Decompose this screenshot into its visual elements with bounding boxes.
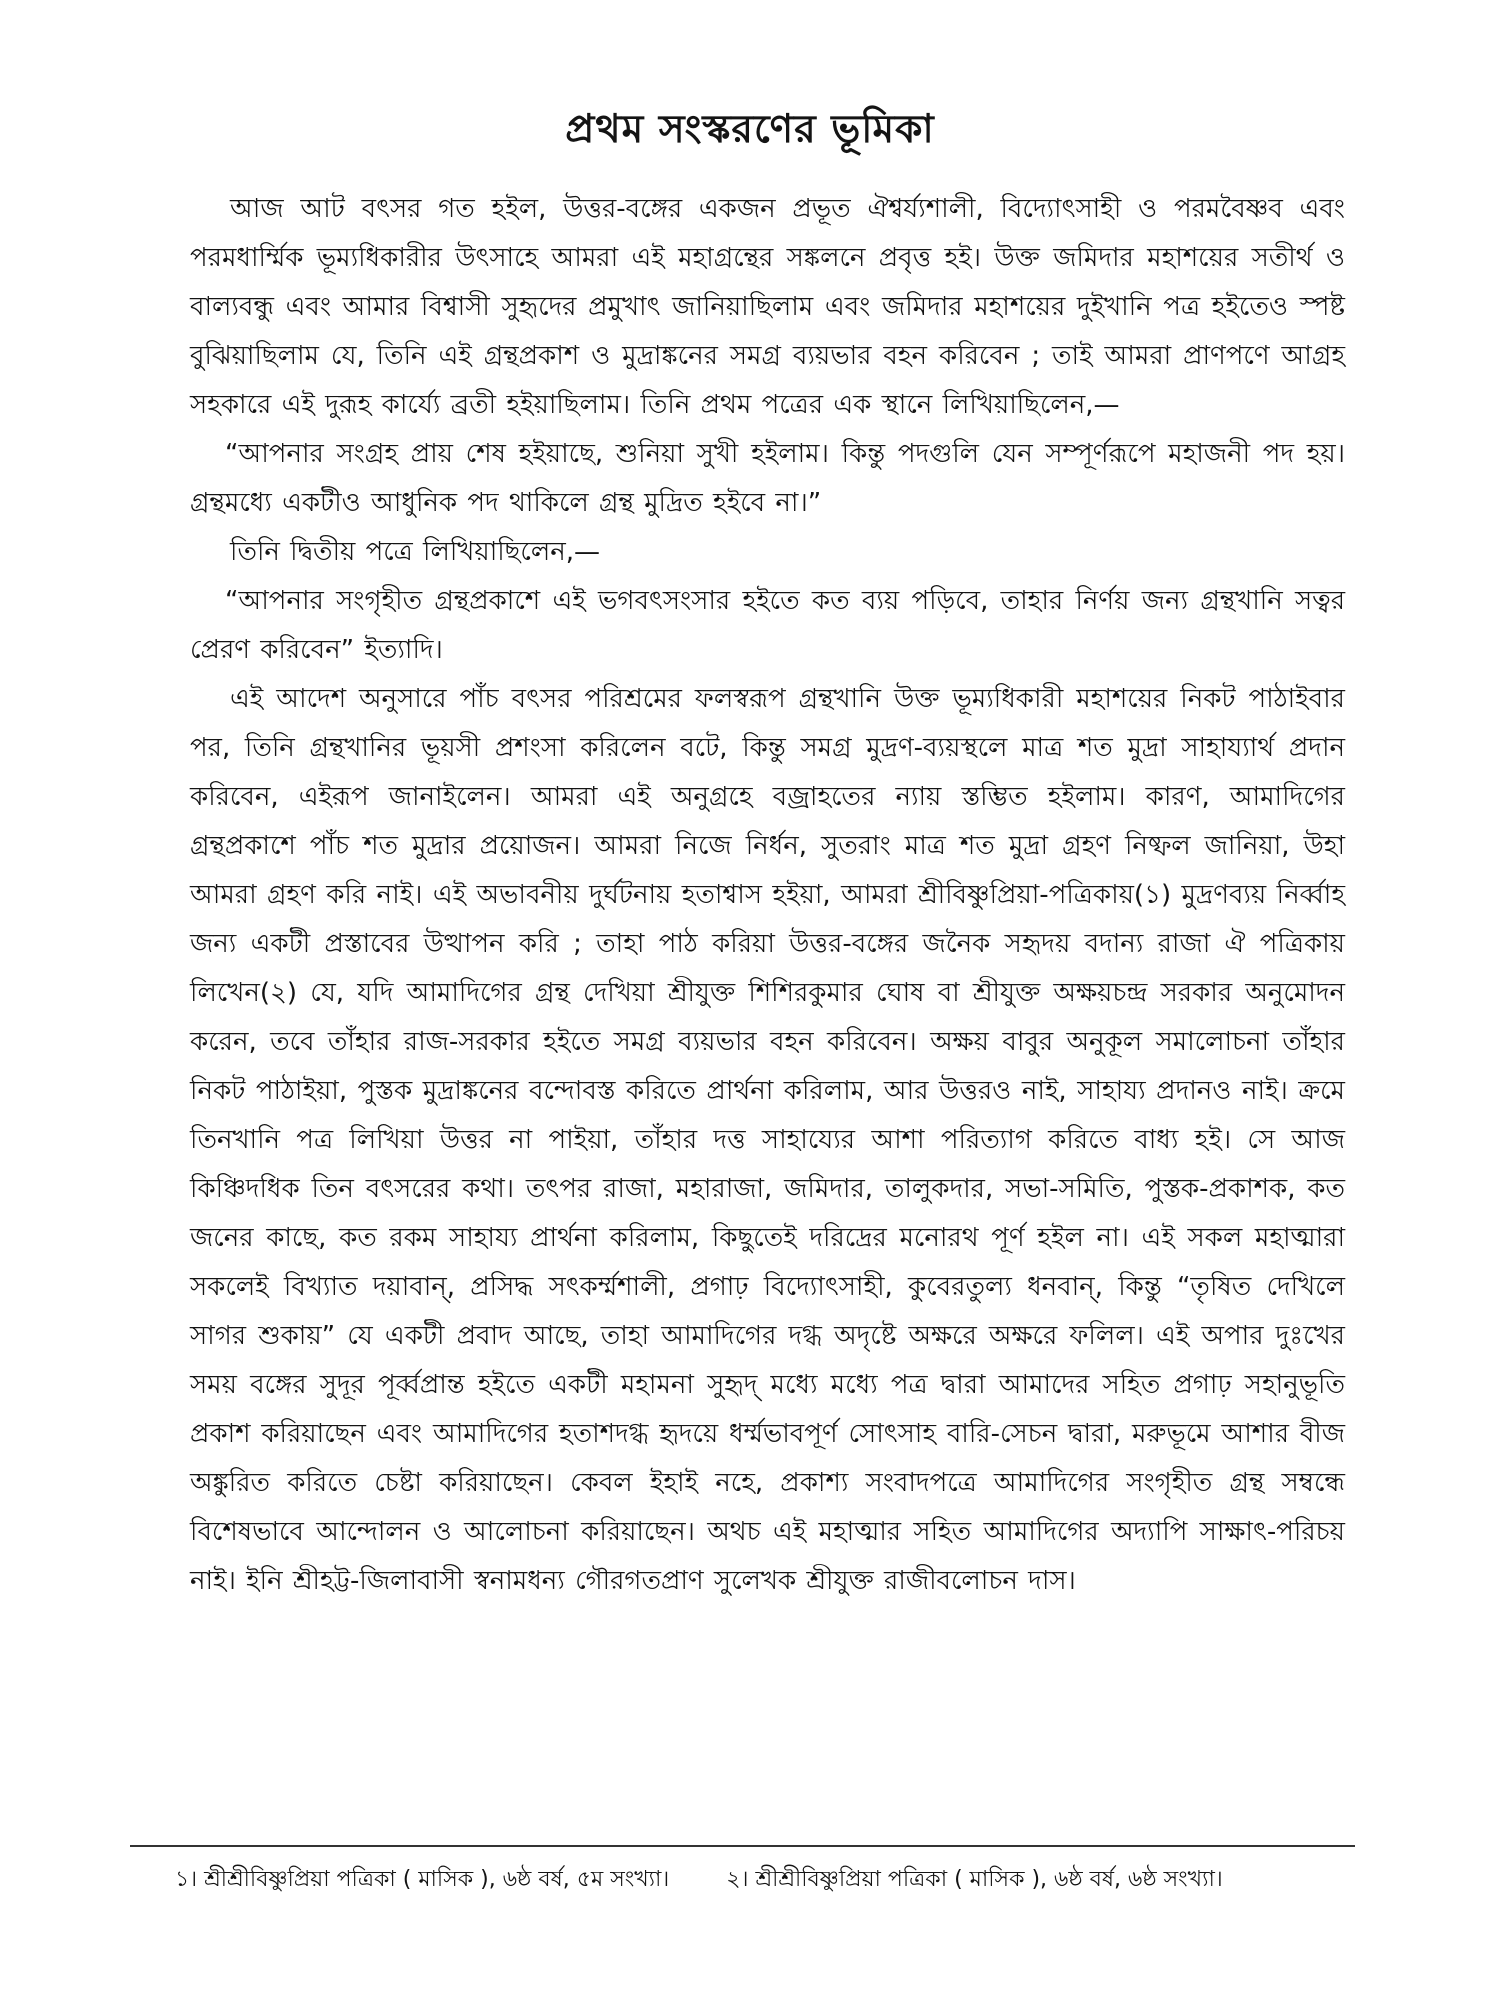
footnotes (175, 1862, 1355, 1898)
quote-first-letter: “আপনার সংগ্রহ প্রায় শেষ হইয়াছে, শুনিয়া সুখী হইলাম। কিন্তু পদগুলি যেন সম্পূর্ণরূপে মহাজনী পদ হয়। গ্রন্থমধ্যে একটীও আধুনিক পদ থাকিলে গ্রন্থ মুদ্রিত হইবে না।” (190, 439, 1345, 518)
footnote-2: ২। শ্রীশ্রীবিষ্ণুপ্রিয়া পত্রিকা ( মাসিক ), ৬ষ্ঠ বর্ষ, ৬ষ্ঠ সংখ্যা। (726, 1867, 1223, 1892)
page-title: প্রথম সংস্করণের ভূমিকা (565, 107, 935, 152)
paragraph-intro: আজ আট বৎসর গত হইল, উত্তর-বঙ্গের একজন প্রভূত ঐশ্বর্য্যশালী, বিদ্যোৎসাহী ও পরমবৈষ্ণব এবং পরমধার্ম্মিক ভূম্যধিকারীর উৎসাহে আমরা এই মহাগ্রন্থের সঙ্কলনে প্রবৃত্ত হই। উক্ত জমিদার মহাশয়ের সতীর্থ ও বাল্যবন্ধু এবং আমার বিশ্বাসী সুহৃদের প্রমুখাৎ জানিয়াছিলাম এবং জমিদার মহাশয়ের দুইখানি পত্র হইতেও স্পষ্ট বুঝিয়াছিলাম যে, তিনি এই গ্রন্থপ্রকাশ ও মুদ্রাঙ্কনের সমগ্র ব্যয়ভার বহন করিবেন ; তাই আমরা প্রাণপণে আগ্রহ সহকারে এই দুরূহ কার্য্যে ব্রতী হইয়াছিলাম। তিনি প্রথম পত্রের এক স্থানে লিখিয়াছিলেন,— (190, 194, 1345, 420)
quote-second-letter: “আপনার সংগৃহীত গ্রন্থপ্রকাশে এই ভগবৎসংসার হইতে কত ব্যয় পড়িবে, তাহার নির্ণয় জন্য গ্রন্থখানি সত্বর প্রেরণ করিবেন” ইত্যাদি। (190, 586, 1345, 665)
paragraph-main: এই আদেশ অনুসারে পাঁচ বৎসর পরিশ্রমের ফলস্বরূপ গ্রন্থখানি উক্ত ভূম্যধিকারী মহাশয়ের নিকট পাঠাইবার পর, তিনি গ্রন্থখানির ভূয়সী প্রশংসা করিলেন বটে, কিন্তু সমগ্র মুদ্রণ-ব্যয়স্থলে মাত্র শত মুদ্রা সাহায্যার্থ প্রদান করিবেন, এইরূপ জানাইলেন। আমরা এই অনুগ্রহে বজ্রাহতের ন্যায় স্তম্ভিত হইলাম। কারণ, আমাদিগের গ্রন্থপ্রকাশে পাঁচ শত মুদ্রার প্রয়োজন। আমরা নিজে নির্ধন, সুতরাং মাত্র শত মুদ্রা গ্রহণ নিষ্ফল জানিয়া, উহা আমরা গ্রহণ করি নাই। এই অভাবনীয় দুর্ঘটনায় হতাশ্বাস হইয়া, আমরা শ্রীবিষ্ণুপ্রিয়া-পত্রিকায়(১) মুদ্রণব্যয় নির্ব্বাহ জন্য একটী প্রস্তাবের উত্থাপন করি ; তাহা পাঠ করিয়া উত্তর-বঙ্গের জনৈক সহৃদয় বদান্য রাজা ঐ পত্রিকায় লিখেন(২) যে, যদি আমাদিগের গ্রন্থ দেখিয়া শ্রীযুক্ত শিশিরকুমার ঘোষ বা শ্রীযুক্ত অক্ষয়চন্দ্র সরকার অনুমোদন করেন, তবে তাঁহার রাজ-সরকার হইতে সমগ্র ব্যয়ভার বহন করিবেন। অক্ষয় বাবুর অনুকূল সমালোচনা তাঁহার নিকট পাঠাইয়া, পুস্তক মুদ্রাঙ্কনের বন্দোবস্ত করিতে প্রার্থনা করিলাম, আর উত্তরও নাই, সাহায্য প্রদানও নাই। ক্রমে তিনখানি পত্র লিখিয়া উত্তর না পাইয়া, তাঁহার দত্ত সাহায্যের আশা পরিত্যাগ করিতে বাধ্য হই। সে আজ কিঞ্চিদধিক তিন বৎসরের কথা। তৎপর রাজা, মহারাজা, জমিদার, তালুকদার, সভা-সমিতি, পুস্তক-প্রকাশক, কত জনের কাছে, কত রকম সাহায্য প্রার্থনা করিলাম, কিছুতেই দরিদ্রের মনোরথ পূর্ণ হইল না। এই সকল মহাত্মারা সকলেই বিখ্যাত দয়াবান্‌, প্রসিদ্ধ সৎকর্ম্মশালী, প্রগাঢ় বিদ্যোৎসাহী, কুবেরতুল্য ধনবান্‌, কিন্তু “তৃষিত দেখিলে সাগর শুকায়” যে একটী প্রবাদ আছে, তাহা আমাদিগের দগ্ধ অদৃষ্টে অক্ষরে অক্ষরে ফলিল। এই অপার দুঃখের সময় বঙ্গের সুদূর পূর্ব্বপ্রান্ত হইতে একটী মহামনা সুহৃদ্‌ মধ্যে মধ্যে পত্র দ্বারা আমাদের সহিত প্রগাঢ় সহানুভূতি প্রকাশ করিয়াছেন এবং আমাদিগের হতাশদগ্ধ হৃদয়ে ধর্ম্মভাবপূর্ণ সোৎসাহ বারি-সেচন দ্বারা, মরুভূমে আশার বীজ অঙ্কুরিত করিতে চেষ্টা করিয়াছেন। কেবল ইহাই নহে, প্রকাশ্য সংবাদপত্রে আমাদিগের সংগৃহীত গ্রন্থ সম্বন্ধে বিশেষভাবে আন্দোলন ও আলোচনা করিয়াছেন। অথচ এই মহাত্মার সহিত আমাদিগের অদ্যাপি সাক্ষাৎ-পরিচয় নাই। ইনি শ্রীহট্ট-জিলাবাসী স্বনামধন্য গৌরগতপ্রাণ সুলেখক শ্রীযুক্ত রাজীবলোচন দাস। (190, 684, 1345, 1596)
paragraph-second-letter-intro: তিনি দ্বিতীয় পত্রে লিখিয়াছিলেন,— (230, 537, 601, 567)
footnote-1: ১। শ্রীশ্রীবিষ্ণুপ্রিয়া পত্রিকা ( মাসিক ), ৬ষ্ঠ বর্ষ, ৫ম সংখ্যা। (175, 1867, 670, 1892)
footnote-divider (130, 1845, 1355, 1847)
body-text (190, 185, 1345, 1606)
